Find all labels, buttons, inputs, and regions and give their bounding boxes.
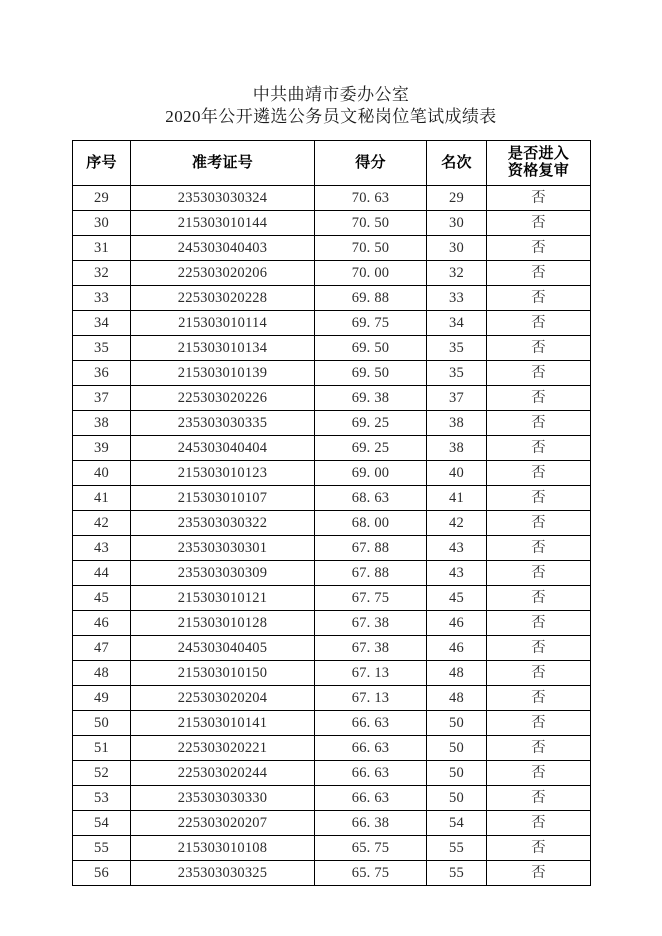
cell-ticket: 215303010150 [131, 661, 315, 686]
cell-seq: 50 [73, 711, 131, 736]
cell-rank: 50 [427, 761, 487, 786]
cell-ticket: 225303020226 [131, 386, 315, 411]
column-header-score: 得分 [315, 141, 427, 186]
cell-qualify: 否 [487, 386, 591, 411]
cell-rank: 40 [427, 461, 487, 486]
cell-qualify: 否 [487, 236, 591, 261]
cell-ticket: 215303010123 [131, 461, 315, 486]
cell-score: 67. 75 [315, 586, 427, 611]
table-row [73, 361, 591, 386]
cell-qualify: 否 [487, 361, 591, 386]
document-title-block [0, 84, 662, 128]
cell-seq: 32 [73, 261, 131, 286]
cell-seq: 33 [73, 286, 131, 311]
cell-seq: 44 [73, 561, 131, 586]
table-row [73, 561, 591, 586]
cell-rank: 45 [427, 586, 487, 611]
cell-ticket: 225303020244 [131, 761, 315, 786]
cell-rank: 43 [427, 561, 487, 586]
table-row [73, 386, 591, 411]
cell-rank: 41 [427, 486, 487, 511]
cell-score: 66. 63 [315, 736, 427, 761]
cell-seq: 43 [73, 536, 131, 561]
cell-score: 65. 75 [315, 861, 427, 886]
cell-score: 65. 75 [315, 836, 427, 861]
cell-ticket: 225303020228 [131, 286, 315, 311]
table-row [73, 786, 591, 811]
cell-qualify: 否 [487, 461, 591, 486]
cell-qualify: 否 [487, 211, 591, 236]
score-table [72, 140, 591, 886]
cell-score: 69. 38 [315, 386, 427, 411]
cell-rank: 35 [427, 361, 487, 386]
cell-seq: 40 [73, 461, 131, 486]
cell-ticket: 235303030330 [131, 786, 315, 811]
table-row [73, 636, 591, 661]
cell-ticket: 215303010108 [131, 836, 315, 861]
cell-ticket: 235303030335 [131, 411, 315, 436]
cell-qualify: 否 [487, 186, 591, 211]
cell-score: 69. 25 [315, 411, 427, 436]
cell-qualify: 否 [487, 661, 591, 686]
cell-rank: 50 [427, 786, 487, 811]
cell-ticket: 215303010107 [131, 486, 315, 511]
cell-ticket: 245303040404 [131, 436, 315, 461]
table-header-row [73, 141, 591, 186]
table-row [73, 211, 591, 236]
cell-seq: 38 [73, 411, 131, 436]
cell-rank: 33 [427, 286, 487, 311]
cell-ticket: 215303010134 [131, 336, 315, 361]
cell-seq: 39 [73, 436, 131, 461]
cell-seq: 56 [73, 861, 131, 886]
cell-rank: 35 [427, 336, 487, 361]
cell-qualify: 否 [487, 611, 591, 636]
cell-seq: 41 [73, 486, 131, 511]
cell-qualify: 否 [487, 486, 591, 511]
cell-rank: 55 [427, 836, 487, 861]
cell-qualify: 否 [487, 711, 591, 736]
column-header-qualify-line2: 资格复审 [507, 163, 570, 179]
cell-qualify: 否 [487, 311, 591, 336]
cell-ticket: 235303030322 [131, 511, 315, 536]
cell-ticket: 215303010121 [131, 586, 315, 611]
cell-qualify: 否 [487, 636, 591, 661]
cell-score: 69. 50 [315, 361, 427, 386]
table-row [73, 486, 591, 511]
cell-qualify: 否 [487, 436, 591, 461]
cell-score: 70. 50 [315, 236, 427, 261]
cell-seq: 30 [73, 211, 131, 236]
table-row [73, 586, 591, 611]
cell-qualify: 否 [487, 686, 591, 711]
table-row [73, 436, 591, 461]
cell-score: 69. 00 [315, 461, 427, 486]
cell-rank: 32 [427, 261, 487, 286]
score-table-container [72, 140, 590, 886]
cell-seq: 35 [73, 336, 131, 361]
cell-seq: 31 [73, 236, 131, 261]
cell-score: 69. 25 [315, 436, 427, 461]
table-row [73, 336, 591, 361]
cell-qualify: 否 [487, 861, 591, 886]
cell-seq: 53 [73, 786, 131, 811]
cell-ticket: 225303020204 [131, 686, 315, 711]
cell-ticket: 215303010128 [131, 611, 315, 636]
cell-rank: 38 [427, 411, 487, 436]
cell-ticket: 235303030301 [131, 536, 315, 561]
cell-qualify: 否 [487, 336, 591, 361]
cell-score: 66. 63 [315, 761, 427, 786]
cell-rank: 30 [427, 236, 487, 261]
cell-seq: 36 [73, 361, 131, 386]
cell-seq: 51 [73, 736, 131, 761]
cell-qualify: 否 [487, 836, 591, 861]
cell-qualify: 否 [487, 411, 591, 436]
table-row [73, 311, 591, 336]
cell-rank: 37 [427, 386, 487, 411]
cell-qualify: 否 [487, 536, 591, 561]
table-row [73, 186, 591, 211]
cell-score: 69. 75 [315, 311, 427, 336]
cell-seq: 52 [73, 761, 131, 786]
table-row [73, 461, 591, 486]
table-row [73, 811, 591, 836]
cell-score: 67. 38 [315, 611, 427, 636]
column-header-seq: 序号 [73, 141, 131, 186]
table-row [73, 661, 591, 686]
cell-score: 66. 63 [315, 711, 427, 736]
cell-seq: 34 [73, 311, 131, 336]
cell-score: 68. 00 [315, 511, 427, 536]
cell-ticket: 245303040405 [131, 636, 315, 661]
cell-rank: 30 [427, 211, 487, 236]
cell-ticket: 215303010144 [131, 211, 315, 236]
cell-ticket: 235303030309 [131, 561, 315, 586]
cell-rank: 46 [427, 636, 487, 661]
table-row [73, 411, 591, 436]
cell-rank: 38 [427, 436, 487, 461]
table-header [73, 141, 591, 186]
cell-qualify: 否 [487, 811, 591, 836]
cell-seq: 55 [73, 836, 131, 861]
cell-score: 67. 13 [315, 686, 427, 711]
column-header-qualify [487, 141, 591, 186]
table-row [73, 836, 591, 861]
cell-score: 70. 00 [315, 261, 427, 286]
cell-score: 69. 88 [315, 286, 427, 311]
cell-rank: 50 [427, 736, 487, 761]
cell-score: 69. 50 [315, 336, 427, 361]
cell-score: 70. 63 [315, 186, 427, 211]
table-row [73, 261, 591, 286]
cell-rank: 55 [427, 861, 487, 886]
cell-seq: 47 [73, 636, 131, 661]
table-row [73, 711, 591, 736]
cell-seq: 42 [73, 511, 131, 536]
table-row [73, 286, 591, 311]
cell-rank: 34 [427, 311, 487, 336]
table-row [73, 686, 591, 711]
cell-rank: 48 [427, 661, 487, 686]
title-line-organization: 中共曲靖市委办公室 [252, 85, 410, 104]
cell-score: 66. 63 [315, 786, 427, 811]
cell-rank: 29 [427, 186, 487, 211]
cell-score: 67. 88 [315, 536, 427, 561]
cell-seq: 37 [73, 386, 131, 411]
cell-ticket: 235303030324 [131, 186, 315, 211]
table-row [73, 536, 591, 561]
cell-score: 70. 50 [315, 211, 427, 236]
cell-ticket: 245303040403 [131, 236, 315, 261]
cell-rank: 50 [427, 711, 487, 736]
column-header-qualify-line1: 是否进入 [507, 146, 570, 162]
cell-seq: 49 [73, 686, 131, 711]
table-row [73, 511, 591, 536]
cell-qualify: 否 [487, 786, 591, 811]
cell-qualify: 否 [487, 761, 591, 786]
cell-score: 66. 38 [315, 811, 427, 836]
title-line-subject: 2020年公开遴选公务员文秘岗位笔试成绩表 [165, 107, 497, 126]
table-row [73, 236, 591, 261]
table-row [73, 861, 591, 886]
table-row [73, 736, 591, 761]
cell-rank: 46 [427, 611, 487, 636]
cell-score: 67. 13 [315, 661, 427, 686]
cell-seq: 54 [73, 811, 131, 836]
cell-ticket: 225303020207 [131, 811, 315, 836]
cell-qualify: 否 [487, 736, 591, 761]
cell-ticket: 225303020221 [131, 736, 315, 761]
column-header-ticket: 准考证号 [131, 141, 315, 186]
cell-ticket: 225303020206 [131, 261, 315, 286]
cell-qualify: 否 [487, 561, 591, 586]
cell-seq: 48 [73, 661, 131, 686]
cell-qualify: 否 [487, 286, 591, 311]
table-row [73, 761, 591, 786]
cell-qualify: 否 [487, 586, 591, 611]
column-header-rank: 名次 [427, 141, 487, 186]
table-body [73, 186, 591, 886]
table-row [73, 611, 591, 636]
cell-seq: 45 [73, 586, 131, 611]
cell-ticket: 215303010114 [131, 311, 315, 336]
cell-ticket: 215303010141 [131, 711, 315, 736]
cell-rank: 48 [427, 686, 487, 711]
cell-rank: 42 [427, 511, 487, 536]
cell-seq: 46 [73, 611, 131, 636]
cell-ticket: 215303010139 [131, 361, 315, 386]
cell-qualify: 否 [487, 511, 591, 536]
cell-rank: 54 [427, 811, 487, 836]
cell-score: 67. 38 [315, 636, 427, 661]
cell-seq: 29 [73, 186, 131, 211]
cell-score: 68. 63 [315, 486, 427, 511]
cell-rank: 43 [427, 536, 487, 561]
cell-ticket: 235303030325 [131, 861, 315, 886]
cell-score: 67. 88 [315, 561, 427, 586]
cell-qualify: 否 [487, 261, 591, 286]
